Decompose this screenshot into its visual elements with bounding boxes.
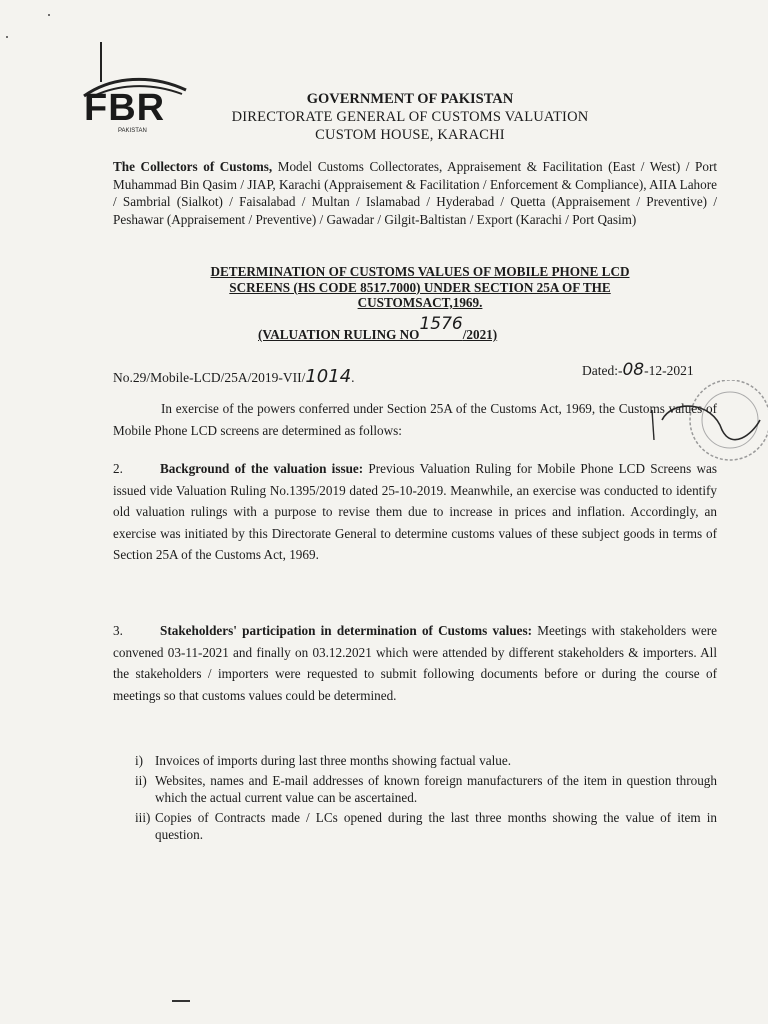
addressees-lead: The Collectors of Customs, bbox=[113, 159, 273, 174]
government-title: GOVERNMENT OF PAKISTAN bbox=[306, 91, 514, 107]
dated-rest: -12-2021 bbox=[644, 363, 694, 378]
ruling-handwritten-number: 1576 bbox=[419, 314, 463, 334]
subject-line-1: DETERMINATION OF CUSTOMS VALUES OF MOBILE PHONE LCD bbox=[210, 264, 630, 279]
paragraph-heading: Background of the valuation issue: bbox=[160, 461, 364, 476]
reference-handwritten: 1014 bbox=[305, 366, 352, 387]
paragraph-text: Meetings with stakeholders were convened 03-11-2021 and finally on 03.12.2021 which were attended by different stakeholders & importers. All the stakeholders / importers were requested to submit following documents before or during the course of meetings so that customs values could be determined. bbox=[113, 623, 717, 703]
paragraph-number: 3. bbox=[113, 623, 123, 638]
logo-subtext: PAKISTAN bbox=[118, 128, 147, 134]
ruling-suffix: /2021) bbox=[462, 327, 498, 342]
scan-speck bbox=[48, 14, 50, 16]
list-item-text: Copies of Contracts made / LCs opened during the last three months showing the value of item in question. bbox=[155, 810, 717, 842]
subject-heading bbox=[150, 264, 690, 311]
ruling-prefix: (VALUATION RULING NO bbox=[258, 327, 420, 342]
scan-mark bbox=[172, 1000, 190, 1002]
list-item-number: ii) bbox=[135, 773, 147, 788]
directorate-title: DIRECTORATE GENERAL OF CUSTOMS VALUATION bbox=[231, 109, 589, 125]
paragraph-text: Previous Valuation Ruling for Mobile Phone LCD Screens was issued vide Valuation Ruling No.1395/2019 dated 25-10-2019. Meanwhile, an exercise was conducted to identify old valuation rulings with a purpose to revise them due to increase in prices and inflation. Accordingly, an exercise was initiated by this Directorate General to determine customs values of these subject goods in terms of Section 25A of the Customs Act, 1969. bbox=[113, 461, 718, 562]
addressees-text: Model Customs Collectorates, Appraisement & Facilitation (East / West) / Port Muhammad Bin Qasim / JIAP, Karachi (Appraisement & Facilitation / Enforcement & Compliance), AIIA Lahore / Sambrial (Sialkot) / Faisalabad / Multan / Islamabad / Hyderabad / Quetta (Appraisement / Preventive) / Peshawar (Appraisement / Preventive) / Gawadar / Gilgit-Baltistan / Export (Karachi / Port Qasim) bbox=[113, 159, 717, 227]
list-item-number: i) bbox=[135, 753, 144, 768]
reference-text: No.29/Mobile-LCD/25A/2019-VII/ bbox=[113, 370, 306, 385]
list-item-number: iii) bbox=[135, 810, 151, 825]
paragraph-3 bbox=[113, 620, 717, 706]
fbr-logo bbox=[80, 40, 190, 140]
addressees bbox=[113, 158, 717, 228]
paragraph-heading: Stakeholders' participation in determination of Customs values: bbox=[160, 623, 533, 638]
list-item-text: Websites, names and E-mail addresses of known foreign manufacturers of the item in question through which the actual current value can be ascertained. bbox=[155, 773, 717, 805]
list-item-text: Invoices of imports during last three months showing factual value. bbox=[155, 753, 511, 768]
list-item bbox=[135, 772, 717, 806]
logo-text: FBR bbox=[84, 87, 166, 129]
dated-handwritten-day: 08 bbox=[622, 360, 645, 380]
subject-line-3: CUSTOMSACT,1969. bbox=[357, 295, 483, 310]
subject-line-2: SCREENS (HS CODE 8517.7000) UNDER SECTION 25A OF THE bbox=[229, 279, 611, 295]
custom-house-title: CUSTOM HOUSE, KARACHI bbox=[315, 127, 505, 143]
list-item bbox=[135, 809, 717, 843]
list-item bbox=[135, 752, 717, 769]
dated-label: Dated:- bbox=[582, 363, 623, 378]
valuation-ruling-number bbox=[258, 314, 498, 344]
required-documents-list bbox=[135, 752, 717, 846]
scan-speck bbox=[6, 36, 8, 38]
reference-number: No.29/Mobile-LCD/25A/2019-VII/1014. bbox=[113, 366, 355, 387]
date-line bbox=[582, 360, 694, 380]
paragraph-number: 2. bbox=[113, 461, 123, 476]
paragraph-2 bbox=[113, 458, 717, 566]
intro-paragraph: In exercise of the powers conferred under Section 25A of the Customs Act, 1969, the Customs values of Mobile Phone LCD screens are determined as follows: bbox=[113, 401, 717, 438]
letterhead bbox=[210, 90, 610, 144]
